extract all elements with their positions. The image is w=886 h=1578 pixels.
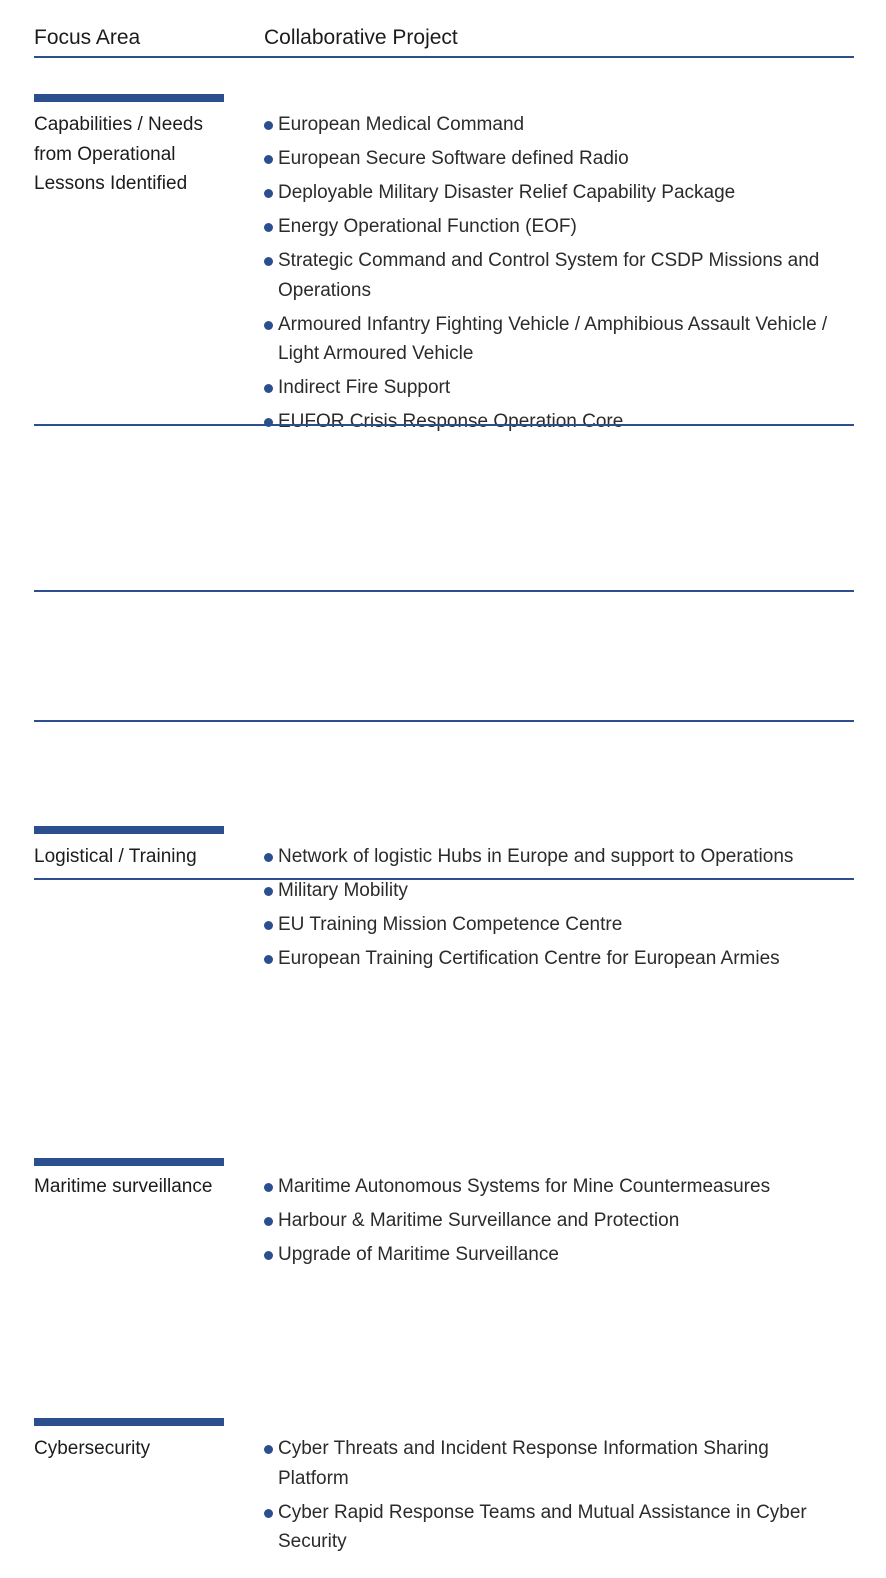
list-item: European Secure Software defined Radio <box>264 144 844 174</box>
bullet-icon <box>264 1217 273 1226</box>
list-item: Cyber Rapid Response Teams and Mutual Assistance in Cyber Security <box>264 1498 844 1557</box>
section-accent-bar <box>34 826 224 834</box>
section-cybersecurity <box>34 1418 854 1578</box>
list-item: Armoured Infantry Fighting Vehicle / Amphibious Assault Vehicle / Light Armoured Vehicle <box>264 310 844 369</box>
section-logistical-training <box>34 826 854 992</box>
section-divider <box>34 720 854 722</box>
bullet-icon <box>264 384 273 393</box>
list-item: Cyber Threats and Incident Response Information Sharing Platform <box>264 1434 844 1493</box>
header-focus-area: Focus Area <box>34 26 141 49</box>
section-accent-bar <box>34 1418 224 1426</box>
bullet-icon <box>264 257 273 266</box>
section-divider <box>34 590 854 592</box>
bullet-icon <box>264 321 273 330</box>
list-item: Network of logistic Hubs in Europe and support to Operations <box>264 842 844 872</box>
bullet-icon <box>264 155 273 164</box>
list-item: Energy Operational Function (EOF) <box>264 212 844 242</box>
list-item: Maritime Autonomous Systems for Mine Countermeasures <box>264 1172 844 1202</box>
list-item: European Medical Command <box>264 110 844 140</box>
project-list <box>264 842 844 978</box>
bullet-icon <box>264 955 273 964</box>
bullet-icon <box>264 1509 273 1518</box>
projects-table <box>34 22 854 1552</box>
focus-area-label: Cybersecurity <box>34 1438 151 1459</box>
project-list <box>264 1172 844 1274</box>
list-item: EU Training Mission Competence Centre <box>264 910 844 940</box>
header-collaborative-project: Collaborative Project <box>264 26 458 49</box>
project-list <box>264 110 844 441</box>
bullet-icon <box>264 1445 273 1454</box>
bullet-icon <box>264 887 273 896</box>
section-accent-bar <box>34 94 224 102</box>
list-item: Upgrade of Maritime Surveillance <box>264 1240 844 1270</box>
focus-area-label: Maritime surveillance <box>34 1176 213 1197</box>
bullet-icon <box>264 853 273 862</box>
section-divider <box>34 424 854 426</box>
list-item: Strategic Command and Control System for CSDP Missions and Operations <box>264 246 844 305</box>
list-item: Military Mobility <box>264 876 844 906</box>
list-item: European Training Certification Centre for European Armies <box>264 944 844 974</box>
list-item: Harbour & Maritime Surveillance and Protection <box>264 1206 844 1236</box>
focus-area-label: Capabilities / Needs from Operational Lessons Identified <box>34 114 203 194</box>
section-accent-bar <box>34 1158 224 1166</box>
bullet-icon <box>264 189 273 198</box>
bullet-icon <box>264 223 273 232</box>
list-item: Indirect Fire Support <box>264 373 844 403</box>
section-maritime-surveillance <box>34 1158 854 1288</box>
bullet-icon <box>264 1251 273 1260</box>
list-item: Deployable Military Disaster Relief Capability Package <box>264 178 844 208</box>
table-bottom-rule <box>34 878 854 880</box>
bullet-icon <box>264 1183 273 1192</box>
bullet-icon <box>264 121 273 130</box>
focus-area-label: Logistical / Training <box>34 846 197 867</box>
bullet-icon <box>264 921 273 930</box>
project-list <box>264 1434 844 1561</box>
table-header <box>34 22 854 58</box>
section-capabilities <box>34 94 854 460</box>
list-item: EUFOR Crisis Response Operation Core <box>264 407 844 437</box>
